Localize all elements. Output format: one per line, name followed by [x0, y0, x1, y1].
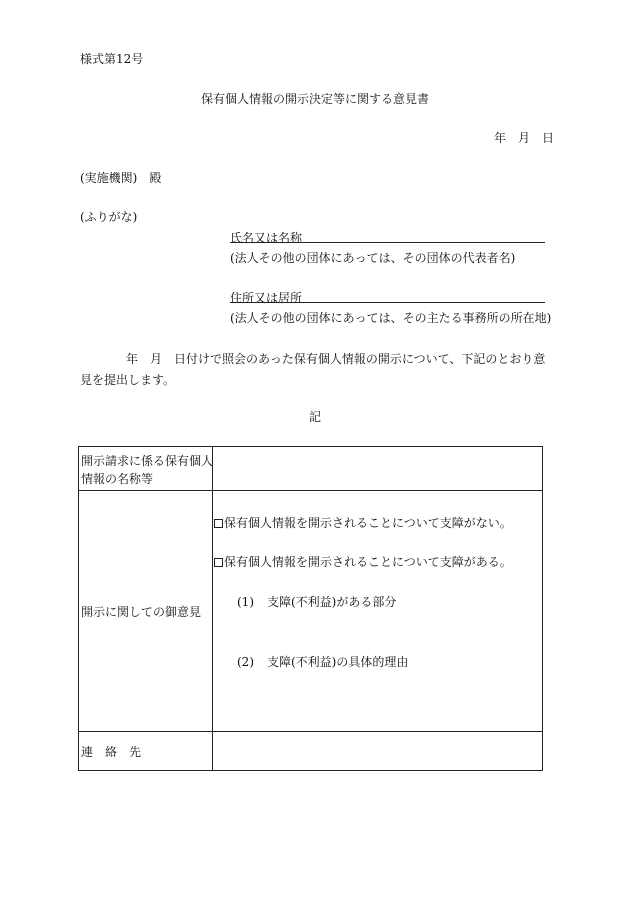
opinion-table [78, 446, 543, 771]
sub-item-number: (2) [237, 655, 254, 669]
contact-header: 連 絡 先 [81, 745, 142, 759]
option-no-objection-label: 保有個人情報を開示されることについて支障がない。 [224, 516, 512, 530]
name-underline[interactable] [230, 242, 545, 243]
request-info-value-cell[interactable] [213, 447, 542, 490]
name-note: (法人その他の団体にあっては、その団体の代表者名) [230, 251, 516, 265]
furigana-label: (ふりがな) [80, 210, 138, 224]
address-underline[interactable] [230, 302, 545, 303]
ki-heading: 記 [308, 410, 321, 424]
addressee: (実施機関) 殿 [80, 171, 162, 185]
option-objection-label: 保有個人情報を開示されることについて支障がある。 [224, 555, 512, 569]
date-month: 月 [518, 131, 531, 145]
option-no-objection[interactable] [214, 516, 512, 530]
checkbox-icon[interactable] [214, 558, 223, 567]
table-row-divider [79, 490, 542, 491]
name-label: 氏名又は名称 [230, 231, 303, 245]
form-number: 様式第12号 [80, 52, 144, 66]
body-text: 年 月 日付けで照会のあった保有個人情報の開示について、下記のとおり意見を提出します。 [80, 352, 546, 387]
checkbox-icon[interactable] [214, 519, 223, 528]
request-info-header-line2: 情報の名称等 [81, 472, 154, 486]
opinion-header: 開示に関しての御意見 [81, 605, 202, 619]
request-info-header-line1: 開示請求に係る保有個人 [81, 454, 214, 468]
document-title: 保有個人情報の開示決定等に関する意見書 [200, 92, 429, 106]
sub-item-text: 支障(不利益)の具体的理由 [267, 655, 409, 669]
date-year: 年 [494, 131, 507, 145]
option-objection[interactable] [214, 555, 512, 569]
date-line [494, 131, 554, 145]
sub-item-affected-part [237, 595, 396, 609]
sub-item-text: 支障(不利益)がある部分 [267, 595, 397, 609]
address-label: 住所又は居所 [230, 291, 303, 305]
sub-item-reason [237, 655, 408, 669]
date-day: 日 [542, 131, 555, 145]
sub-item-number: (1) [237, 595, 254, 609]
address-note: (法人その他の団体にあっては、その主たる事務所の所在地) [230, 311, 552, 325]
contact-value-cell[interactable] [213, 732, 542, 770]
table-column-divider [212, 447, 213, 770]
